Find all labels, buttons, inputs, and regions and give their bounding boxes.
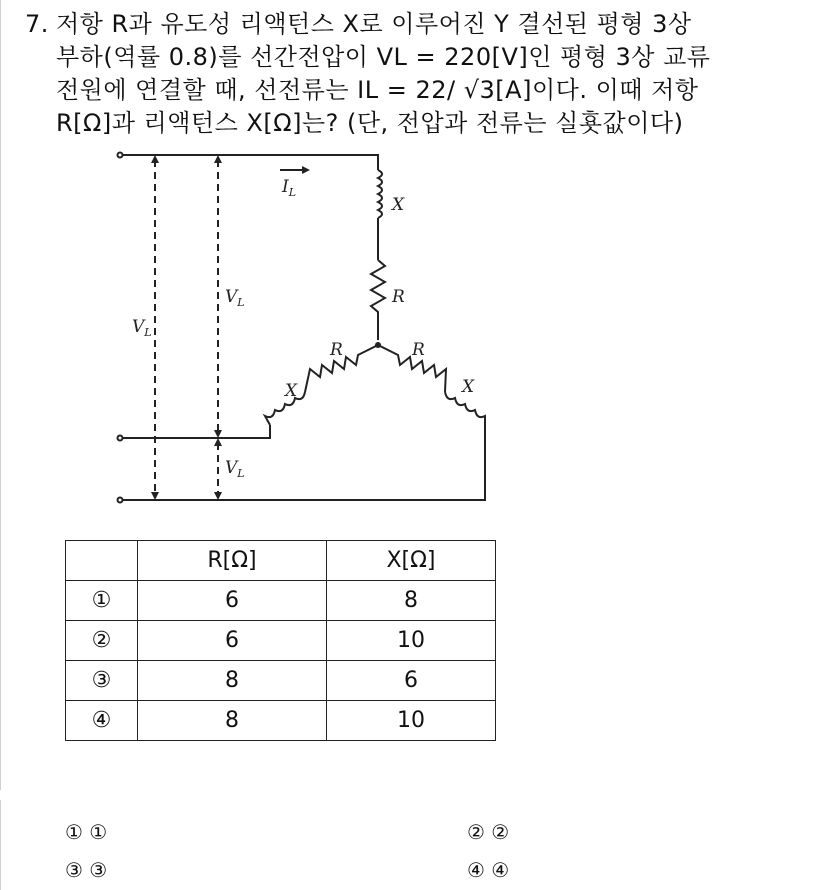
choice-value: ② (491, 820, 510, 844)
choice-4[interactable] (467, 858, 509, 882)
choice-marker: ② (467, 820, 485, 844)
choice-value: ① (89, 820, 108, 844)
row-r-value: 6 (138, 581, 327, 621)
table-header-row (66, 541, 496, 581)
choice-3[interactable] (65, 858, 107, 882)
choice-value: ④ (491, 858, 510, 882)
table-header-x: X[Ω] (327, 541, 496, 581)
options-table-wrapper (60, 535, 520, 791)
row-r-value: 8 (138, 661, 327, 701)
row-x-value: 10 (327, 621, 496, 661)
reactance-label-b: X (285, 381, 298, 401)
question-number: 7. (25, 10, 49, 38)
resistor-label-c: R (412, 340, 425, 360)
row-marker: ③ (66, 661, 138, 701)
choice-marker: ④ (467, 858, 485, 882)
resistor-a (371, 260, 385, 340)
question-line-2: 부하(역률 0.8)를 선간전압이 VL = 220[V]인 평형 3상 교류 (56, 43, 711, 71)
reactance-label-c: X (462, 377, 475, 397)
row-x-value: 8 (327, 581, 496, 621)
row-x-value: 6 (327, 661, 496, 701)
options-table (65, 540, 496, 741)
table-header-r: R[Ω] (138, 541, 327, 581)
resistor-label-b: R (330, 340, 343, 360)
row-r-value: 8 (138, 701, 327, 741)
question-block (25, 8, 805, 140)
table-row (66, 661, 496, 701)
terminal-bottom (118, 498, 123, 503)
table-row (66, 701, 496, 741)
line-c (123, 440, 485, 500)
terminal-top (118, 153, 123, 158)
choice-1[interactable] (65, 820, 107, 844)
question-line-1: 저항 R과 유도성 리액턴스 X로 이루어진 Y 결선된 평형 3상 (56, 10, 692, 38)
voltage-label-bc: $V_L$ (225, 458, 245, 480)
neutral-node (375, 342, 381, 348)
inductor-c (445, 392, 485, 440)
current-label: $I_L$ (282, 177, 297, 199)
choice-value: ③ (89, 858, 108, 882)
row-x-value: 10 (327, 701, 496, 741)
table-row (66, 581, 496, 621)
line-a (123, 155, 378, 170)
row-marker: ② (66, 621, 138, 661)
question-line-4: R[Ω]과 리액턴스 X[Ω]는? (단, 전압과 전류는 실횻값이다) (56, 109, 684, 137)
choice-2[interactable] (467, 820, 509, 844)
choice-marker: ③ (65, 858, 83, 882)
current-arrowhead (302, 166, 310, 174)
inductor-a (378, 170, 382, 218)
row-marker: ④ (66, 701, 138, 741)
table-header-cell (66, 541, 138, 581)
left-border (0, 0, 1, 790)
reactance-label-a: X (392, 195, 405, 215)
row-r-value: 6 (138, 621, 327, 661)
left-border-lower (0, 800, 1, 890)
resistor-label-a: R (392, 287, 405, 307)
circuit-diagram (100, 140, 500, 520)
question-line-3: 전원에 연결할 때, 선전류는 IL = 22/ √3[A]이다. 이때 저항 (56, 76, 699, 104)
choice-marker: ① (65, 820, 83, 844)
question-text (56, 8, 805, 140)
line-b (123, 425, 270, 438)
terminal-middle (118, 436, 123, 441)
row-marker: ① (66, 581, 138, 621)
voltage-label-ab: $V_L$ (225, 287, 245, 309)
voltage-label-ac: $V_L$ (132, 317, 152, 339)
table-row (66, 621, 496, 661)
